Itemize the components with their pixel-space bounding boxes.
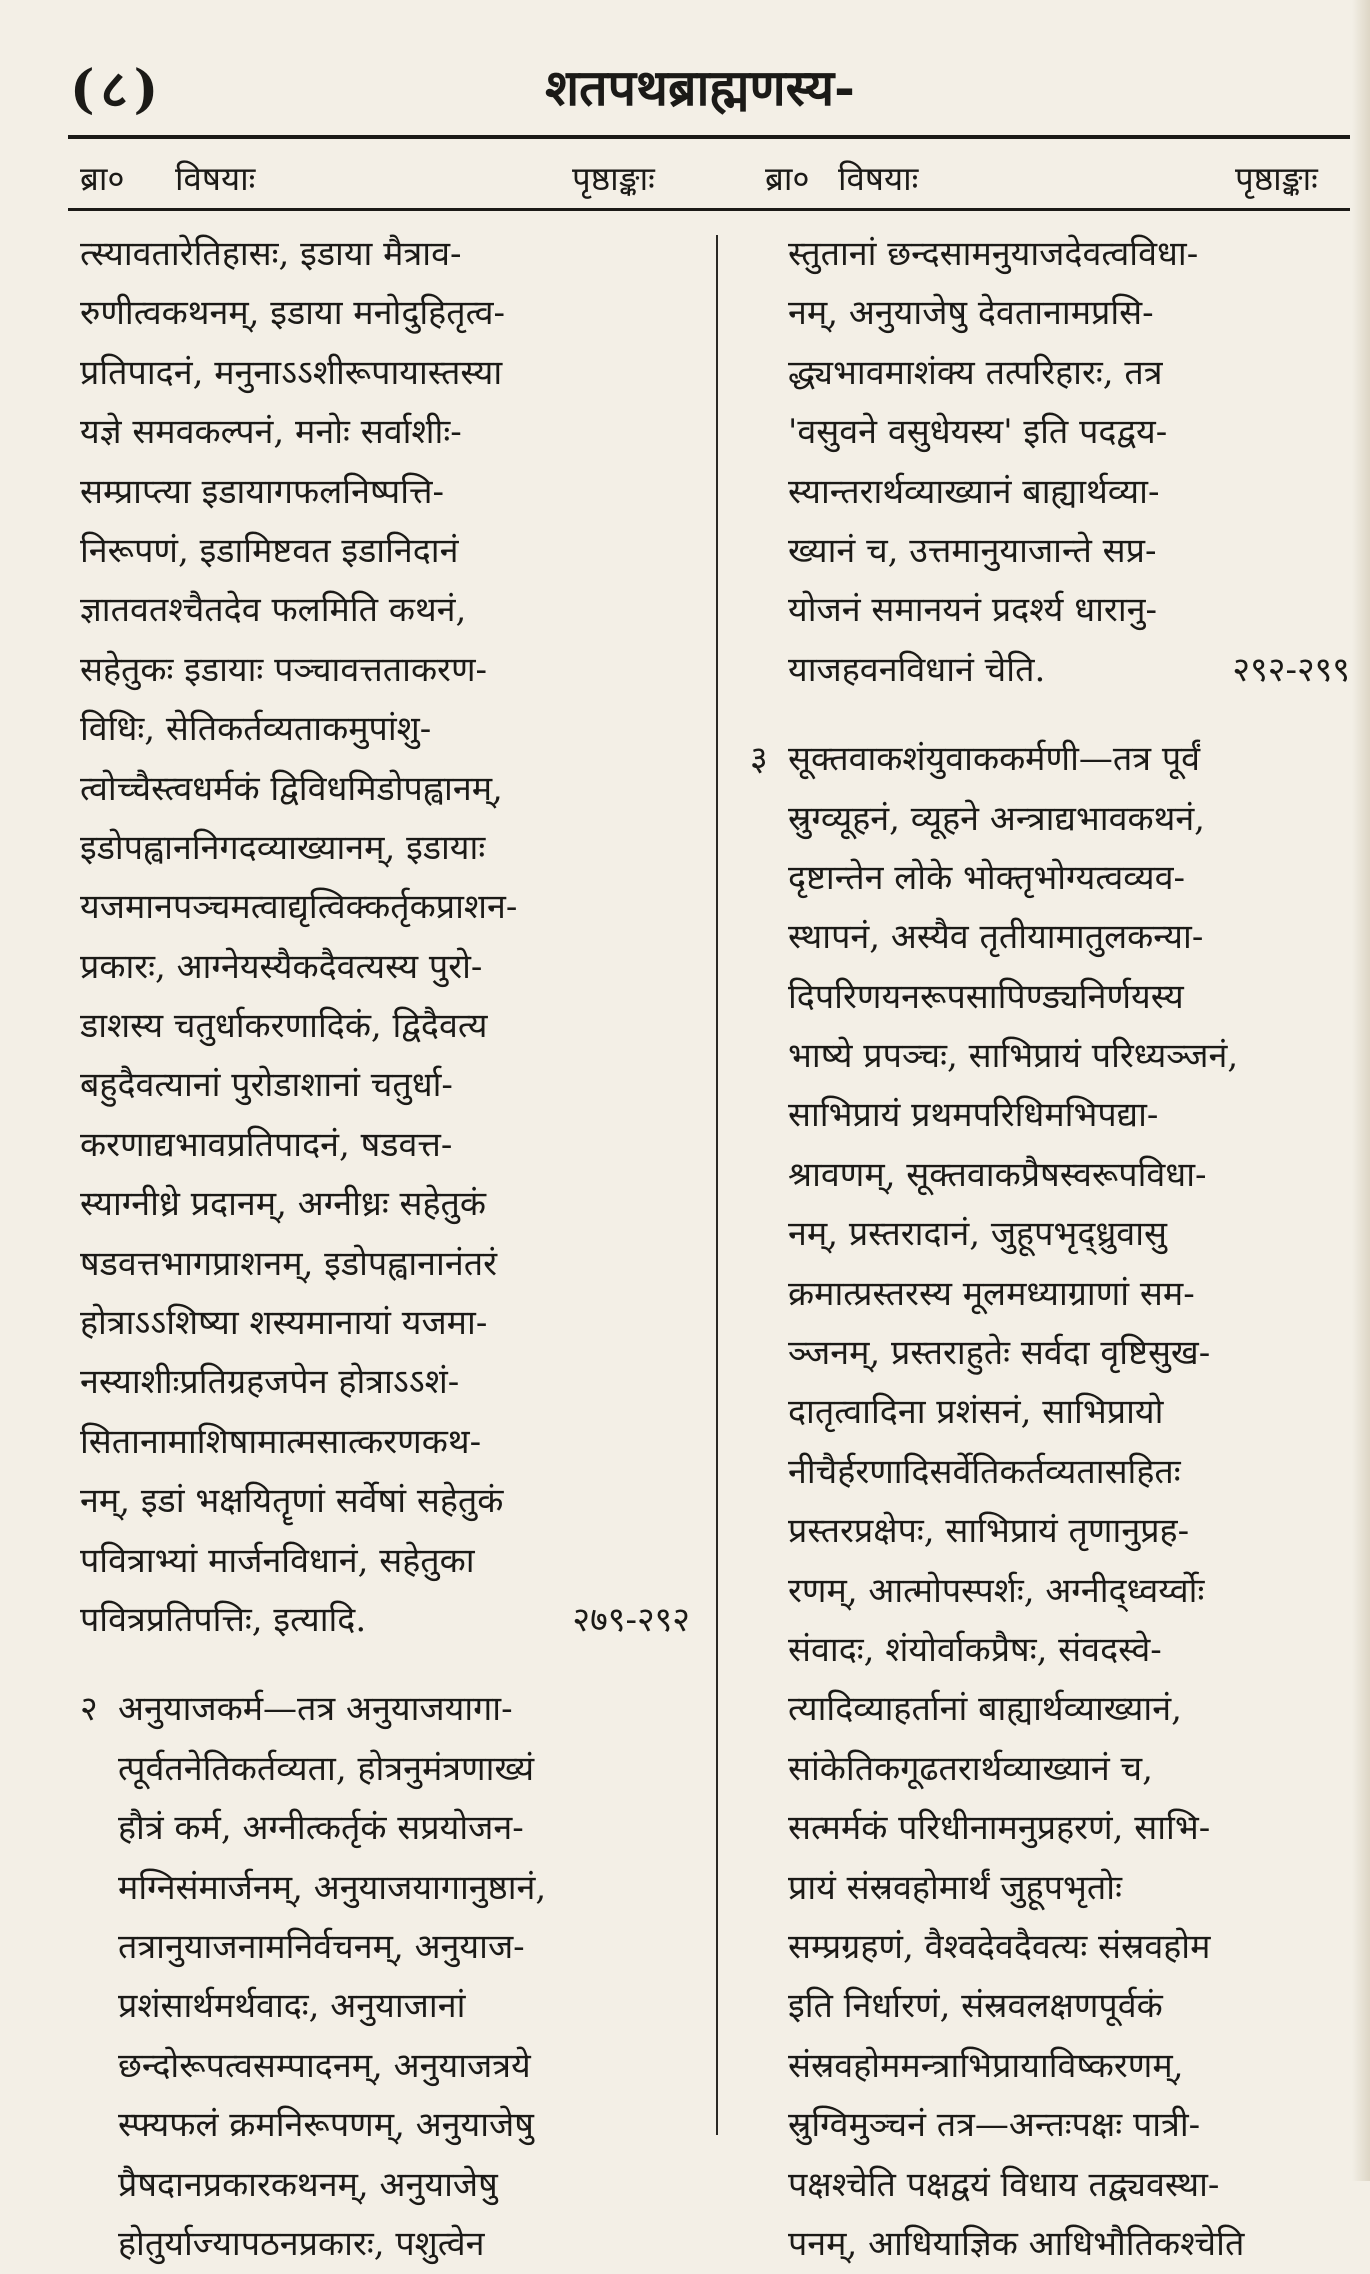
text-line [80, 700, 690, 759]
text-line [80, 225, 690, 284]
line-text: स्फ्यफलं क्रमनिरूपणम्, अनुयाजेषु [118, 2105, 534, 2146]
text-line [80, 1175, 690, 1234]
right-item3 [750, 730, 1350, 2274]
page-range: २९२-२९९ [1232, 649, 1350, 690]
line-text: हौत्रं कर्म, अग्नीत्कर्तृकं सप्रयोजन- [118, 1808, 524, 1849]
line-text: सांकेतिकगूढतरार्थव्याख्यानं च, [788, 1748, 1153, 1789]
left-block1 [80, 225, 690, 1650]
text-line [750, 1502, 1350, 1561]
text-line [80, 1680, 690, 1739]
line-text: स्रुग्विमुञ्चनं तत्र—अन्तःपक्षः पात्री- [788, 2105, 1201, 2146]
text-line [750, 790, 1350, 849]
left-header-abbr: ब्रा० [80, 159, 125, 198]
right-column [750, 225, 1350, 2274]
line-text: संस्रवहोममन्त्राभिप्रायाविष्करणम्, [788, 2045, 1184, 2086]
text-line [80, 1353, 690, 1412]
text-line [80, 819, 690, 878]
line-text: इति निर्धारणं, संस्रवलक्षणपूर्वकं [788, 1986, 1163, 2027]
line-text: याजहवनविधानं चेति. [788, 649, 1046, 690]
line-text: भाष्ये प्रपञ्चः, साभिप्रायं परिध्यञ्जनं, [788, 1036, 1239, 1077]
text-line [80, 2215, 690, 2274]
line-text: क्रमात्प्रस्तरस्य मूलमध्याग्राणां सम- [788, 1273, 1195, 1314]
top-rule [68, 135, 1350, 139]
text-line [80, 403, 690, 462]
text-line [750, 1205, 1350, 1264]
line-text: स्याग्नीध्रे प्रदानम्, अग्नीध्रः सहेतुकं [80, 1184, 487, 1225]
text-line [80, 2037, 690, 2096]
text-line [80, 1740, 690, 1799]
text-line [80, 641, 690, 700]
line-text: श्रावणम्, सूक्तवाकप्रैषस्वरूपविधा- [788, 1154, 1207, 1195]
line-text: रणम्, आत्मोपस्पर्शः, अग्नीद्ध्वर्य्वोः [788, 1570, 1205, 1611]
text-line [750, 1859, 1350, 1918]
text-line [750, 2156, 1350, 2215]
line-text: होतुर्याज्यापठनप्रकारः, पशुत्वेन [118, 2223, 485, 2264]
text-line [80, 1413, 690, 1472]
line-text: नम्, प्रस्तरादानं, जुहूपभृद्ध्रुवासु [788, 1214, 1167, 1255]
line-text: प्रस्तरप्रक्षेपः, साभिप्रायं तृणानुप्रह- [788, 1511, 1190, 1552]
text-line [750, 403, 1350, 462]
text-line [750, 2215, 1350, 2274]
page-range: २७९-२९२ [572, 1599, 690, 1640]
text-line [80, 997, 690, 1056]
text-line [750, 1918, 1350, 1977]
line-text: दातृत्वादिना प्रशंसनं, साभिप्रायो [788, 1392, 1164, 1433]
text-line [750, 1146, 1350, 1205]
line-text: मग्निसंमार्जनम्, अनुयाजयागानुष्ठानं, [118, 1867, 547, 1908]
text-line [80, 1472, 690, 1531]
text-line [80, 2156, 690, 2215]
text-line [750, 344, 1350, 403]
line-text: प्रायं संस्रवहोमार्थं जुहूपभृतोः [788, 1867, 1122, 1908]
text-line [80, 522, 690, 581]
text-line [80, 2096, 690, 2155]
text-line [80, 1977, 690, 2036]
line-text: स्तुतानां छन्दसामनुयाजदेवत्वविधा- [788, 234, 1199, 274]
line-text: सम्प्राप्त्या इडायागफलनिष्पत्ति- [80, 471, 444, 512]
text-line [80, 760, 690, 819]
page-number: (८) [70, 59, 165, 120]
text-line [80, 1591, 690, 1650]
line-text: योजनं समानयनं प्रदर्श्य धारानु- [788, 590, 1157, 631]
text-line [750, 1265, 1350, 1324]
text-line [750, 1977, 1350, 2036]
text-line [80, 1799, 690, 1858]
line-text: षडवत्तभागप्राशनम्, इडोपह्वानानंतरं [80, 1243, 498, 1284]
right-block1 [750, 225, 1350, 700]
text-line [80, 1116, 690, 1175]
line-text: छन्दोरूपत्वसम्पादनम्, अनुयाजत्रये [118, 2045, 531, 2086]
text-line [80, 1235, 690, 1294]
line-text: दृष्टान्तेन लोके भोक्तृभोग्यत्वव्यव- [788, 857, 1185, 898]
text-line [750, 1799, 1350, 1858]
text-line [750, 641, 1350, 700]
left-item2 [80, 1680, 690, 2274]
line-text: नीचैर्हरणादिसर्वेतिकर्तव्यतासहितः [788, 1451, 1181, 1492]
line-text: सूक्तवाकशंयुवाककर्मणी—तत्र पूर्वं [788, 739, 1201, 780]
column-divider [716, 235, 718, 2135]
line-text: स्यान्तरार्थव्याख्यानं बाह्यार्थव्या- [788, 471, 1160, 512]
left-header-subject: विषयाः [175, 159, 256, 198]
line-text: स्रुग्व्यूहनं, व्यूहने अन्त्राद्यभावकथनं, [788, 798, 1205, 839]
line-text: यजमानपञ्चमत्वाद्यृत्विक्कर्तृकप्राशन- [80, 887, 518, 928]
text-line [750, 463, 1350, 522]
left-header-page: पृष्ठाङ्काः [572, 159, 655, 198]
text-line [750, 1740, 1350, 1799]
page-title: शतपथब्राह्मणस्य- [545, 58, 855, 117]
line-text: पनम्, आधियाज्ञिक आधिभौतिकश्चेति [788, 2223, 1245, 2264]
line-text: सितानामाशिषामात्मसात्करणकथ- [80, 1421, 482, 1462]
text-line [750, 1680, 1350, 1739]
text-line [80, 1056, 690, 1115]
text-line [750, 1562, 1350, 1621]
line-text: रुणीत्वकथनम्, इडाया मनोदुहितृत्व- [80, 293, 506, 334]
text-line [750, 2037, 1350, 2096]
text-line [80, 1532, 690, 1591]
text-line [80, 1859, 690, 1918]
right-header-abbr: ब्रा० [765, 159, 810, 198]
item-number: ३ [750, 739, 768, 780]
text-line [750, 1027, 1350, 1086]
text-line [750, 1086, 1350, 1145]
line-text: त्पूर्वतनेतिकर्तव्यता, होत्रनुमंत्रणाख्यं [118, 1748, 535, 1789]
line-text: ज्ञातवतश्चैतदेव फलमिति कथनं, [80, 590, 467, 631]
text-line [750, 908, 1350, 967]
line-text: निरूपणं, इडामिष्टवत इडानिदानं [80, 530, 459, 571]
line-text: प्रतिपादनं, मनुनाऽऽशीरूपायास्तस्या [80, 352, 503, 393]
text-line [750, 522, 1350, 581]
line-text: सम्प्रग्रहणं, वैश्वदेवदैवत्यः संस्रवहोम [788, 1926, 1211, 1967]
text-line [80, 344, 690, 403]
line-text: पवित्रप्रतिपत्तिः, इत्यादि. [80, 1599, 367, 1640]
line-text: करणाद्यभावप्रतिपादनं, षडवत्त- [80, 1124, 453, 1165]
line-text: पवित्राभ्यां मार्जनविधानं, सहेतुका [80, 1540, 475, 1581]
text-line [750, 225, 1350, 284]
line-text: प्रशंसार्थमर्थवादः, अनुयाजानां [118, 1986, 466, 2027]
text-line [80, 1294, 690, 1353]
text-line [750, 1443, 1350, 1502]
text-line [750, 1383, 1350, 1442]
line-text: सहेतुकः इडायाः पञ्चावत्तताकरण- [80, 649, 488, 690]
line-text: नम्, इडां भक्षयितॄणां सर्वेषां सहेतुकं [80, 1481, 504, 1522]
line-text: तत्रानुयाजनामनिर्वचनम्, अनुयाज- [118, 1926, 525, 1967]
line-text: नस्याशीःप्रतिग्रहजपेन होत्राऽऽशं- [80, 1362, 460, 1403]
line-text: अनुयाजकर्म—तत्र अनुयाजयागा- [118, 1689, 513, 1730]
line-text: नम्, अनुयाजेषु देवतानामप्रसि- [788, 293, 1154, 334]
text-line [750, 968, 1350, 1027]
line-text: पक्षश्चेति पक्षद्वयं विधाय तद्व्यवस्था- [788, 2164, 1220, 2205]
line-text: सत्मर्मकं परिधीनामनुप्रहरणं, साभि- [788, 1808, 1211, 1849]
line-text: विधिः, सेतिकर्तव्यताकमुपांशु- [80, 709, 432, 750]
text-line [80, 463, 690, 522]
text-line [750, 284, 1350, 343]
left-column [80, 225, 690, 2274]
text-line [750, 1324, 1350, 1383]
text-line [750, 730, 1350, 789]
page-edge-shadow [1352, 0, 1370, 2181]
line-text: संवादः, शंयोर्वाकप्रैषः, संवदस्वे- [788, 1629, 1162, 1670]
text-line [750, 849, 1350, 908]
text-line [80, 878, 690, 937]
line-text: द्ध्यभावमाशंक्य तत्परिहारः, तत्र [788, 352, 1163, 393]
right-header-subject: विषयाः [838, 159, 919, 198]
line-text: यज्ञे समवकल्पनं, मनोः सर्वाशीः- [80, 412, 462, 453]
text-line [80, 938, 690, 997]
line-text: त्वोच्चैस्त्वधर्मकं द्विविधमिडोपह्वानम्, [80, 768, 503, 809]
header-rule [68, 208, 1350, 211]
line-text: डाशस्य चतुर्धाकरणादिकं, द्विदैवत्य [80, 1006, 488, 1047]
line-text: त्यादिव्याहर्तानां बाह्यार्थव्याख्यानं, [788, 1689, 1182, 1730]
line-text: 'वसुवने वसुधेयस्य' इति पदद्वय- [788, 412, 1168, 453]
line-text: होत्राऽऽशिष्या शस्यमानायां यजमा- [80, 1303, 488, 1344]
line-text: बहुदैवत्यानां पुरोडाशानां चतुर्धा- [80, 1065, 453, 1106]
line-text: स्थापनं, अस्यैव तृतीयामातुलकन्या- [788, 917, 1204, 958]
line-text: त्स्यावतारेतिहासः, इडाया मैत्राव- [80, 234, 462, 274]
line-text: ख्यानं च, उत्तमानुयाजान्ते सप्र- [788, 530, 1157, 571]
line-text: दिपरिणयनरूपसापिण्ड्यनिर्णयस्य [788, 976, 1184, 1017]
item-number: २ [80, 1689, 98, 1730]
line-text: प्रैषदानप्रकारकथनम्, अनुयाजेषु [118, 2164, 498, 2205]
line-text: साभिप्रायं प्रथमपरिधिमभिपद्या- [788, 1095, 1159, 1136]
text-line [750, 1621, 1350, 1680]
text-line [80, 581, 690, 640]
text-line [80, 284, 690, 343]
text-line [750, 2096, 1350, 2155]
line-text: ञ्जनम्, प्रस्तराहुतेः सर्वदा वृष्टिसुख- [788, 1333, 1211, 1374]
text-line [80, 1918, 690, 1977]
right-header-page: पृष्ठाङ्काः [1235, 159, 1318, 198]
line-text: प्रकारः, आग्नेयस्यैकदैवत्यस्य पुरो- [80, 946, 483, 987]
line-text: इडोपह्वाननिगदव्याख्यानम्, इडायाः [80, 827, 486, 868]
text-line [750, 581, 1350, 640]
